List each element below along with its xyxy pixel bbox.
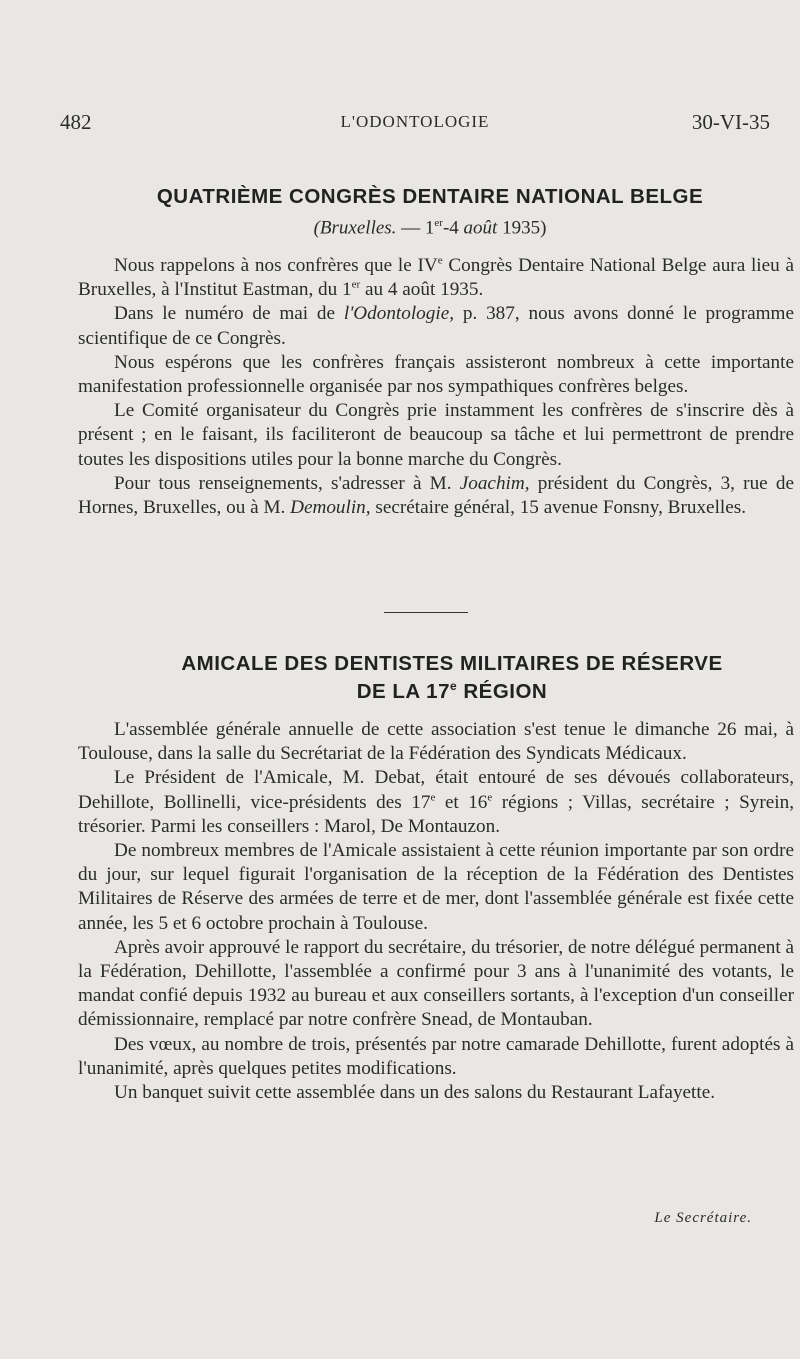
section2-paragraph-2: [78, 766, 794, 839]
text: Congrès Dentaire National Belge aura lieu à Bruxelles, à l'Institut Eastman, du 1: [78, 255, 794, 301]
subtitle-month: août: [463, 217, 498, 239]
text: RÉGION: [457, 679, 548, 703]
text: DE LA 17: [356, 679, 450, 703]
text: Dans le numéro de mai de: [114, 303, 344, 325]
superscript: e: [437, 254, 443, 267]
subtitle-rest: -4: [442, 217, 464, 239]
section1-paragraph-2: [78, 302, 794, 350]
section1-paragraph-3: Nous espérons que les confrères français assisteront nombreux à cette importante manifestation professionnelle organisée par nos sympathiques confrères belges.: [78, 351, 794, 398]
section1-paragraph-5: [78, 472, 794, 520]
superscript: e: [449, 679, 458, 693]
section2-paragraph-3: De nombreux membres de l'Amicale assistaient à cette réunion importante par son ordre du jour, sur lequel figurait l'organisation de la réception de la Fédération des Dentistes Militaires de Réserve des armées de terre et de mer, dont l'assemblée générale est fixée cette année, les 5 et 6 octobre prochain à Toulouse.: [78, 840, 794, 934]
section1-body: [78, 254, 794, 520]
text: président du Congrès, 3, rue de Hornes, Bruxelles, ou à M.: [78, 472, 794, 519]
person-name: Joachim,: [459, 472, 530, 494]
text: au 4 août 1935.: [360, 279, 484, 301]
section1-subtitle: [60, 217, 800, 239]
subtitle-sup: er: [434, 217, 443, 229]
section-divider: [384, 612, 468, 613]
journal-reference: l'Odontologie,: [343, 303, 455, 325]
section2-paragraph-4: Après avoir approuvé le rapport du secrétaire, du trésorier, de notre délégué permanent à la Fédération, Dehillotte, l'assemblée a confirmé pour 3 ans à l'unanimité des votants, le mandat confié depuis 1932 au bureau et aux conseillers sortants, à l'exception d'un conseiller démissionnaire, remplacé par notre confrère Snead, de Montauban.: [78, 936, 794, 1031]
section1-paragraph-4: Le Comité organisateur du Congrès prie instamment les confrères de s'inscrire dès à présent ; en le faisant, ils faciliteront de beaucoup sa tâche et lui permettront de prendre toutes les dispositions utiles pour la bonne marche du Congrès.: [78, 400, 794, 470]
page-number: 482: [60, 110, 92, 134]
text: Pour tous renseignements, s'adresser à M.: [114, 472, 460, 494]
section2-paragraph-1: L'assemblée générale annuelle de cette association s'est tenue le dimanche 26 mai, à Toulouse, dans la salle du Secrétariat de la Fédération des Syndicats Médicaux.: [78, 719, 794, 765]
section2-paragraph-5: Des vœux, au nombre de trois, présentés par notre camarade Dehillotte, furent adoptés à l'unanimité, après quelques petites modifications.: [78, 1033, 794, 1079]
journal-title: L'ODONTOLOGIE: [340, 112, 490, 131]
person-name: Demoulin,: [290, 497, 371, 519]
subtitle-day: 1: [424, 217, 435, 239]
section1-paragraph-1: [78, 254, 794, 302]
subtitle-year: 1935): [497, 217, 547, 239]
issue-date: 30-VI-35: [691, 110, 770, 134]
text: secrétaire général, 15 avenue Fonsny, Bruxelles.: [370, 497, 747, 519]
section2-paragraph-6: Un banquet suivit cette assemblée dans un des salons du Restaurant Lafayette.: [114, 1082, 716, 1104]
superscript: er: [351, 278, 361, 291]
section2-title-line-2: [60, 679, 800, 704]
superscript: e: [487, 791, 493, 804]
signature: Le Secrétaire.: [654, 1210, 752, 1226]
subtitle-city: (Bruxelles.: [313, 217, 397, 239]
section1-title: QUATRIÈME CONGRÈS DENTAIRE NATIONAL BELGE: [156, 185, 704, 208]
superscript: e: [430, 791, 436, 804]
subtitle-dash: —: [396, 217, 425, 239]
text: régions ; Villas, secrétaire ; Syrein, trésorier. Parmi les conseillers : Marol, De Montauzon.: [78, 791, 794, 837]
text: Nous rappelons à nos confrères que le IV: [114, 255, 438, 276]
section2-title-line-1: AMICALE DES DENTISTES MILITAIRES DE RÉSERVE: [181, 652, 723, 675]
section2-body: [78, 718, 794, 1105]
text: Le Président de l'Amicale, M. Debat, était entouré de ses dévoués collaborateurs, Dehillote, Bollinelli, vice-présidents des 17: [78, 767, 794, 813]
text: p. 387, nous avons donné le programme scientifique de ce Congrès.: [78, 303, 794, 349]
text: et 16: [435, 791, 488, 813]
